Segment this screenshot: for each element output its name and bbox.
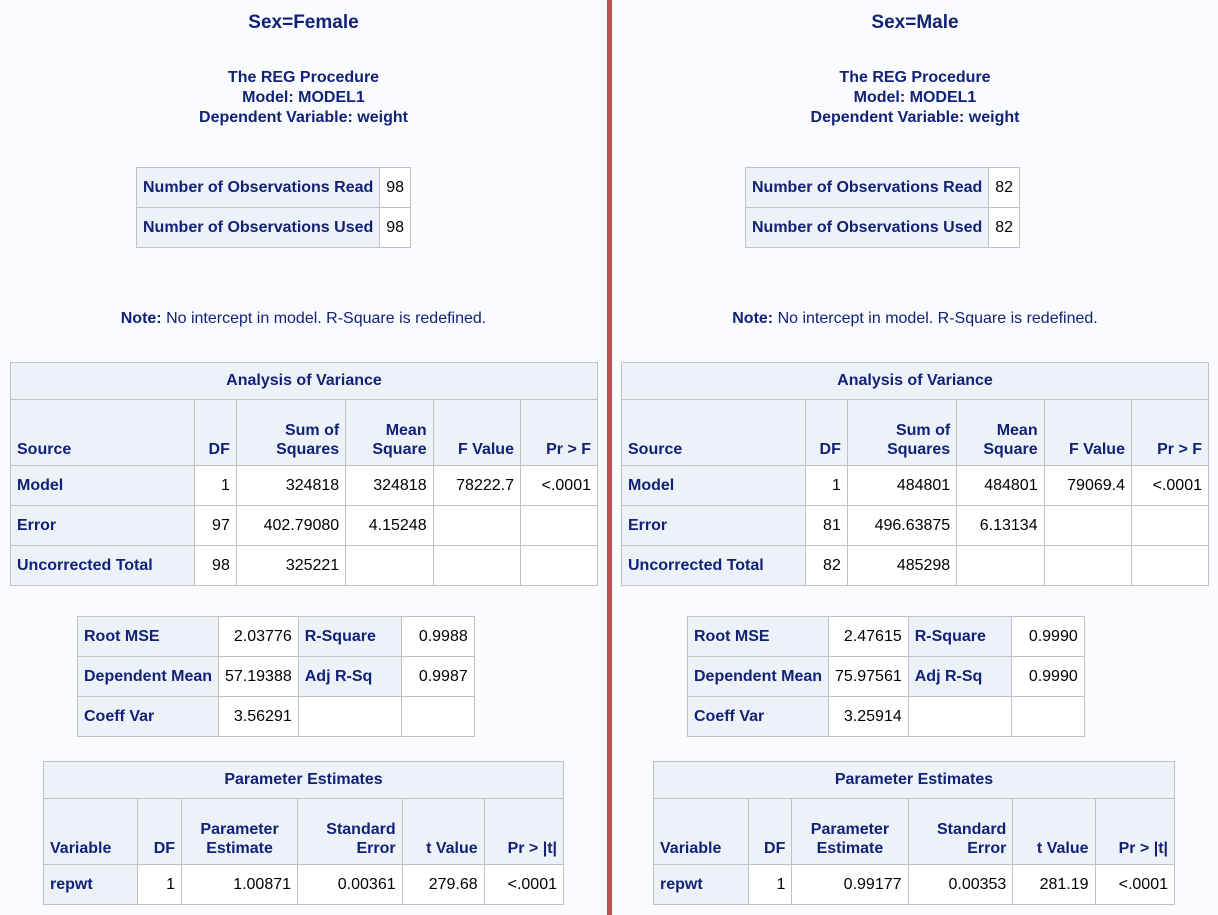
cell-ms	[957, 546, 1044, 586]
cell-p: <.0001	[1131, 466, 1208, 506]
empty-cell	[298, 697, 401, 737]
note	[0, 310, 607, 328]
anova-caption: Analysis of Variance	[11, 363, 598, 400]
col-p: Pr > |t|	[484, 799, 563, 865]
col-source: Source	[11, 400, 195, 466]
params-caption: Parameter Estimates	[654, 762, 1175, 799]
cell-estimate: 1.00871	[182, 865, 298, 905]
col-ss: Sum of Squares	[236, 400, 345, 466]
cell-ss: 485298	[847, 546, 956, 586]
table-row	[622, 546, 1209, 586]
cell-df: 1	[138, 865, 182, 905]
cell-p	[1131, 506, 1208, 546]
cell-df: 1	[805, 466, 847, 506]
note-label: Note:	[732, 310, 774, 327]
note-text: No intercept in model. R-Square is redefined.	[777, 310, 1098, 327]
cell-estimate: 0.99177	[792, 865, 908, 905]
obs-used-label: Number of Observations Used	[746, 208, 989, 248]
fit-label: Root MSE	[688, 617, 829, 657]
fit-label: R-Square	[298, 617, 401, 657]
cell-f: 79069.4	[1044, 466, 1131, 506]
note-text: No intercept in model. R-Square is redefined.	[166, 310, 487, 327]
fit-value: 3.56291	[219, 697, 299, 737]
cell-ms: 4.15248	[346, 506, 433, 546]
row-source: Model	[11, 466, 195, 506]
parameter-estimates-table	[653, 761, 1175, 905]
col-ms: Mean Square	[346, 400, 433, 466]
fit-value: 0.9990	[1011, 657, 1084, 697]
fit-label: R-Square	[908, 617, 1011, 657]
table-row	[11, 466, 598, 506]
anova-table	[621, 362, 1209, 586]
col-variable: Variable	[44, 799, 138, 865]
col-stderr: Standard Error	[298, 799, 403, 865]
fit-value: 2.03776	[219, 617, 299, 657]
col-df: DF	[194, 400, 236, 466]
empty-cell	[908, 697, 1011, 737]
cell-ss: 325221	[236, 546, 345, 586]
cell-ms: 6.13134	[957, 506, 1044, 546]
col-estimate: Parameter Estimate	[792, 799, 908, 865]
obs-read-label: Number of Observations Read	[137, 168, 380, 208]
row-source: Error	[622, 506, 806, 546]
obs-used-label: Number of Observations Used	[137, 208, 380, 248]
obs-used-value: 82	[989, 208, 1020, 248]
cell-df: 81	[805, 506, 847, 546]
cell-f: 78222.7	[433, 466, 520, 506]
col-t: t Value	[1013, 799, 1095, 865]
row-source: Uncorrected Total	[11, 546, 195, 586]
cell-f	[1044, 506, 1131, 546]
row-source: Model	[622, 466, 806, 506]
table-row	[11, 506, 598, 546]
table-row	[622, 506, 1209, 546]
cell-t: 281.19	[1013, 865, 1095, 905]
obs-used-value: 98	[380, 208, 411, 248]
fit-statistics-table	[77, 616, 475, 737]
cell-p	[1131, 546, 1208, 586]
col-t: t Value	[402, 799, 484, 865]
observations-table	[136, 167, 411, 248]
cell-df: 98	[194, 546, 236, 586]
cell-ms: 324818	[346, 466, 433, 506]
fit-label: Root MSE	[78, 617, 219, 657]
fit-label: Adj R-Sq	[908, 657, 1011, 697]
cell-ms: 484801	[957, 466, 1044, 506]
obs-read-label: Number of Observations Read	[746, 168, 989, 208]
obs-read-value: 82	[989, 168, 1020, 208]
cell-df: 82	[805, 546, 847, 586]
cell-stderr: 0.00353	[908, 865, 1013, 905]
dependent-variable-title: Dependent Variable: weight	[810, 109, 1020, 126]
male-results-panel	[612, 0, 1218, 915]
cell-f	[1044, 546, 1131, 586]
fit-value: 75.97561	[829, 657, 909, 697]
cell-ss: 496.63875	[847, 506, 956, 546]
fit-value: 0.9988	[401, 617, 474, 657]
cell-p	[520, 546, 597, 586]
procedure-title: The REG Procedure	[839, 69, 991, 86]
cell-stderr: 0.00361	[298, 865, 403, 905]
fit-label: Adj R-Sq	[298, 657, 401, 697]
cell-ss: 324818	[236, 466, 345, 506]
row-variable: repwt	[44, 865, 138, 905]
cell-ss: 402.79080	[236, 506, 345, 546]
model-title: Model: MODEL1	[242, 89, 365, 106]
row-source: Uncorrected Total	[622, 546, 806, 586]
cell-p: <.0001	[520, 466, 597, 506]
anova-caption: Analysis of Variance	[622, 363, 1209, 400]
fit-value: 2.47615	[829, 617, 909, 657]
col-df: DF	[805, 400, 847, 466]
model-title: Model: MODEL1	[853, 89, 977, 106]
cell-f	[433, 546, 520, 586]
col-ms: Mean Square	[957, 400, 1044, 466]
col-df: DF	[138, 799, 182, 865]
table-row	[654, 865, 1175, 905]
observations-table	[745, 167, 1020, 248]
note	[612, 310, 1218, 328]
group-title: Sex=Female	[248, 12, 359, 33]
table-row	[622, 466, 1209, 506]
cell-p: <.0001	[1095, 865, 1175, 905]
params-caption: Parameter Estimates	[44, 762, 564, 799]
female-results-panel	[0, 0, 607, 915]
cell-df: 97	[194, 506, 236, 546]
group-title: Sex=Male	[871, 12, 959, 33]
empty-cell	[1011, 697, 1084, 737]
dependent-variable-title: Dependent Variable: weight	[199, 109, 408, 126]
fit-value: 3.25914	[829, 697, 909, 737]
anova-table	[10, 362, 598, 586]
col-p: Pr > F	[520, 400, 597, 466]
table-row	[44, 865, 564, 905]
col-estimate: Parameter Estimate	[182, 799, 298, 865]
fit-value: 0.9990	[1011, 617, 1084, 657]
fit-label: Dependent Mean	[688, 657, 829, 697]
col-f: F Value	[1044, 400, 1131, 466]
row-variable: repwt	[654, 865, 749, 905]
cell-df: 1	[194, 466, 236, 506]
col-f: F Value	[433, 400, 520, 466]
cell-p: <.0001	[484, 865, 563, 905]
row-source: Error	[11, 506, 195, 546]
note-label: Note:	[120, 310, 162, 327]
empty-cell	[401, 697, 474, 737]
fit-label: Dependent Mean	[78, 657, 219, 697]
obs-read-value: 98	[380, 168, 411, 208]
fit-value: 57.19388	[219, 657, 299, 697]
cell-p	[520, 506, 597, 546]
col-df: DF	[748, 799, 792, 865]
col-variable: Variable	[654, 799, 749, 865]
col-stderr: Standard Error	[908, 799, 1013, 865]
fit-value: 0.9987	[401, 657, 474, 697]
cell-ms	[346, 546, 433, 586]
cell-df: 1	[748, 865, 792, 905]
procedure-title: The REG Procedure	[227, 69, 380, 86]
fit-label: Coeff Var	[78, 697, 219, 737]
cell-t: 279.68	[402, 865, 484, 905]
parameter-estimates-table	[43, 761, 564, 905]
cell-ss: 484801	[847, 466, 956, 506]
col-p: Pr > F	[1131, 400, 1208, 466]
fit-label: Coeff Var	[688, 697, 829, 737]
fit-statistics-table	[687, 616, 1085, 737]
cell-f	[433, 506, 520, 546]
col-ss: Sum of Squares	[847, 400, 956, 466]
table-row	[11, 546, 598, 586]
col-source: Source	[622, 400, 806, 466]
col-p: Pr > |t|	[1095, 799, 1175, 865]
